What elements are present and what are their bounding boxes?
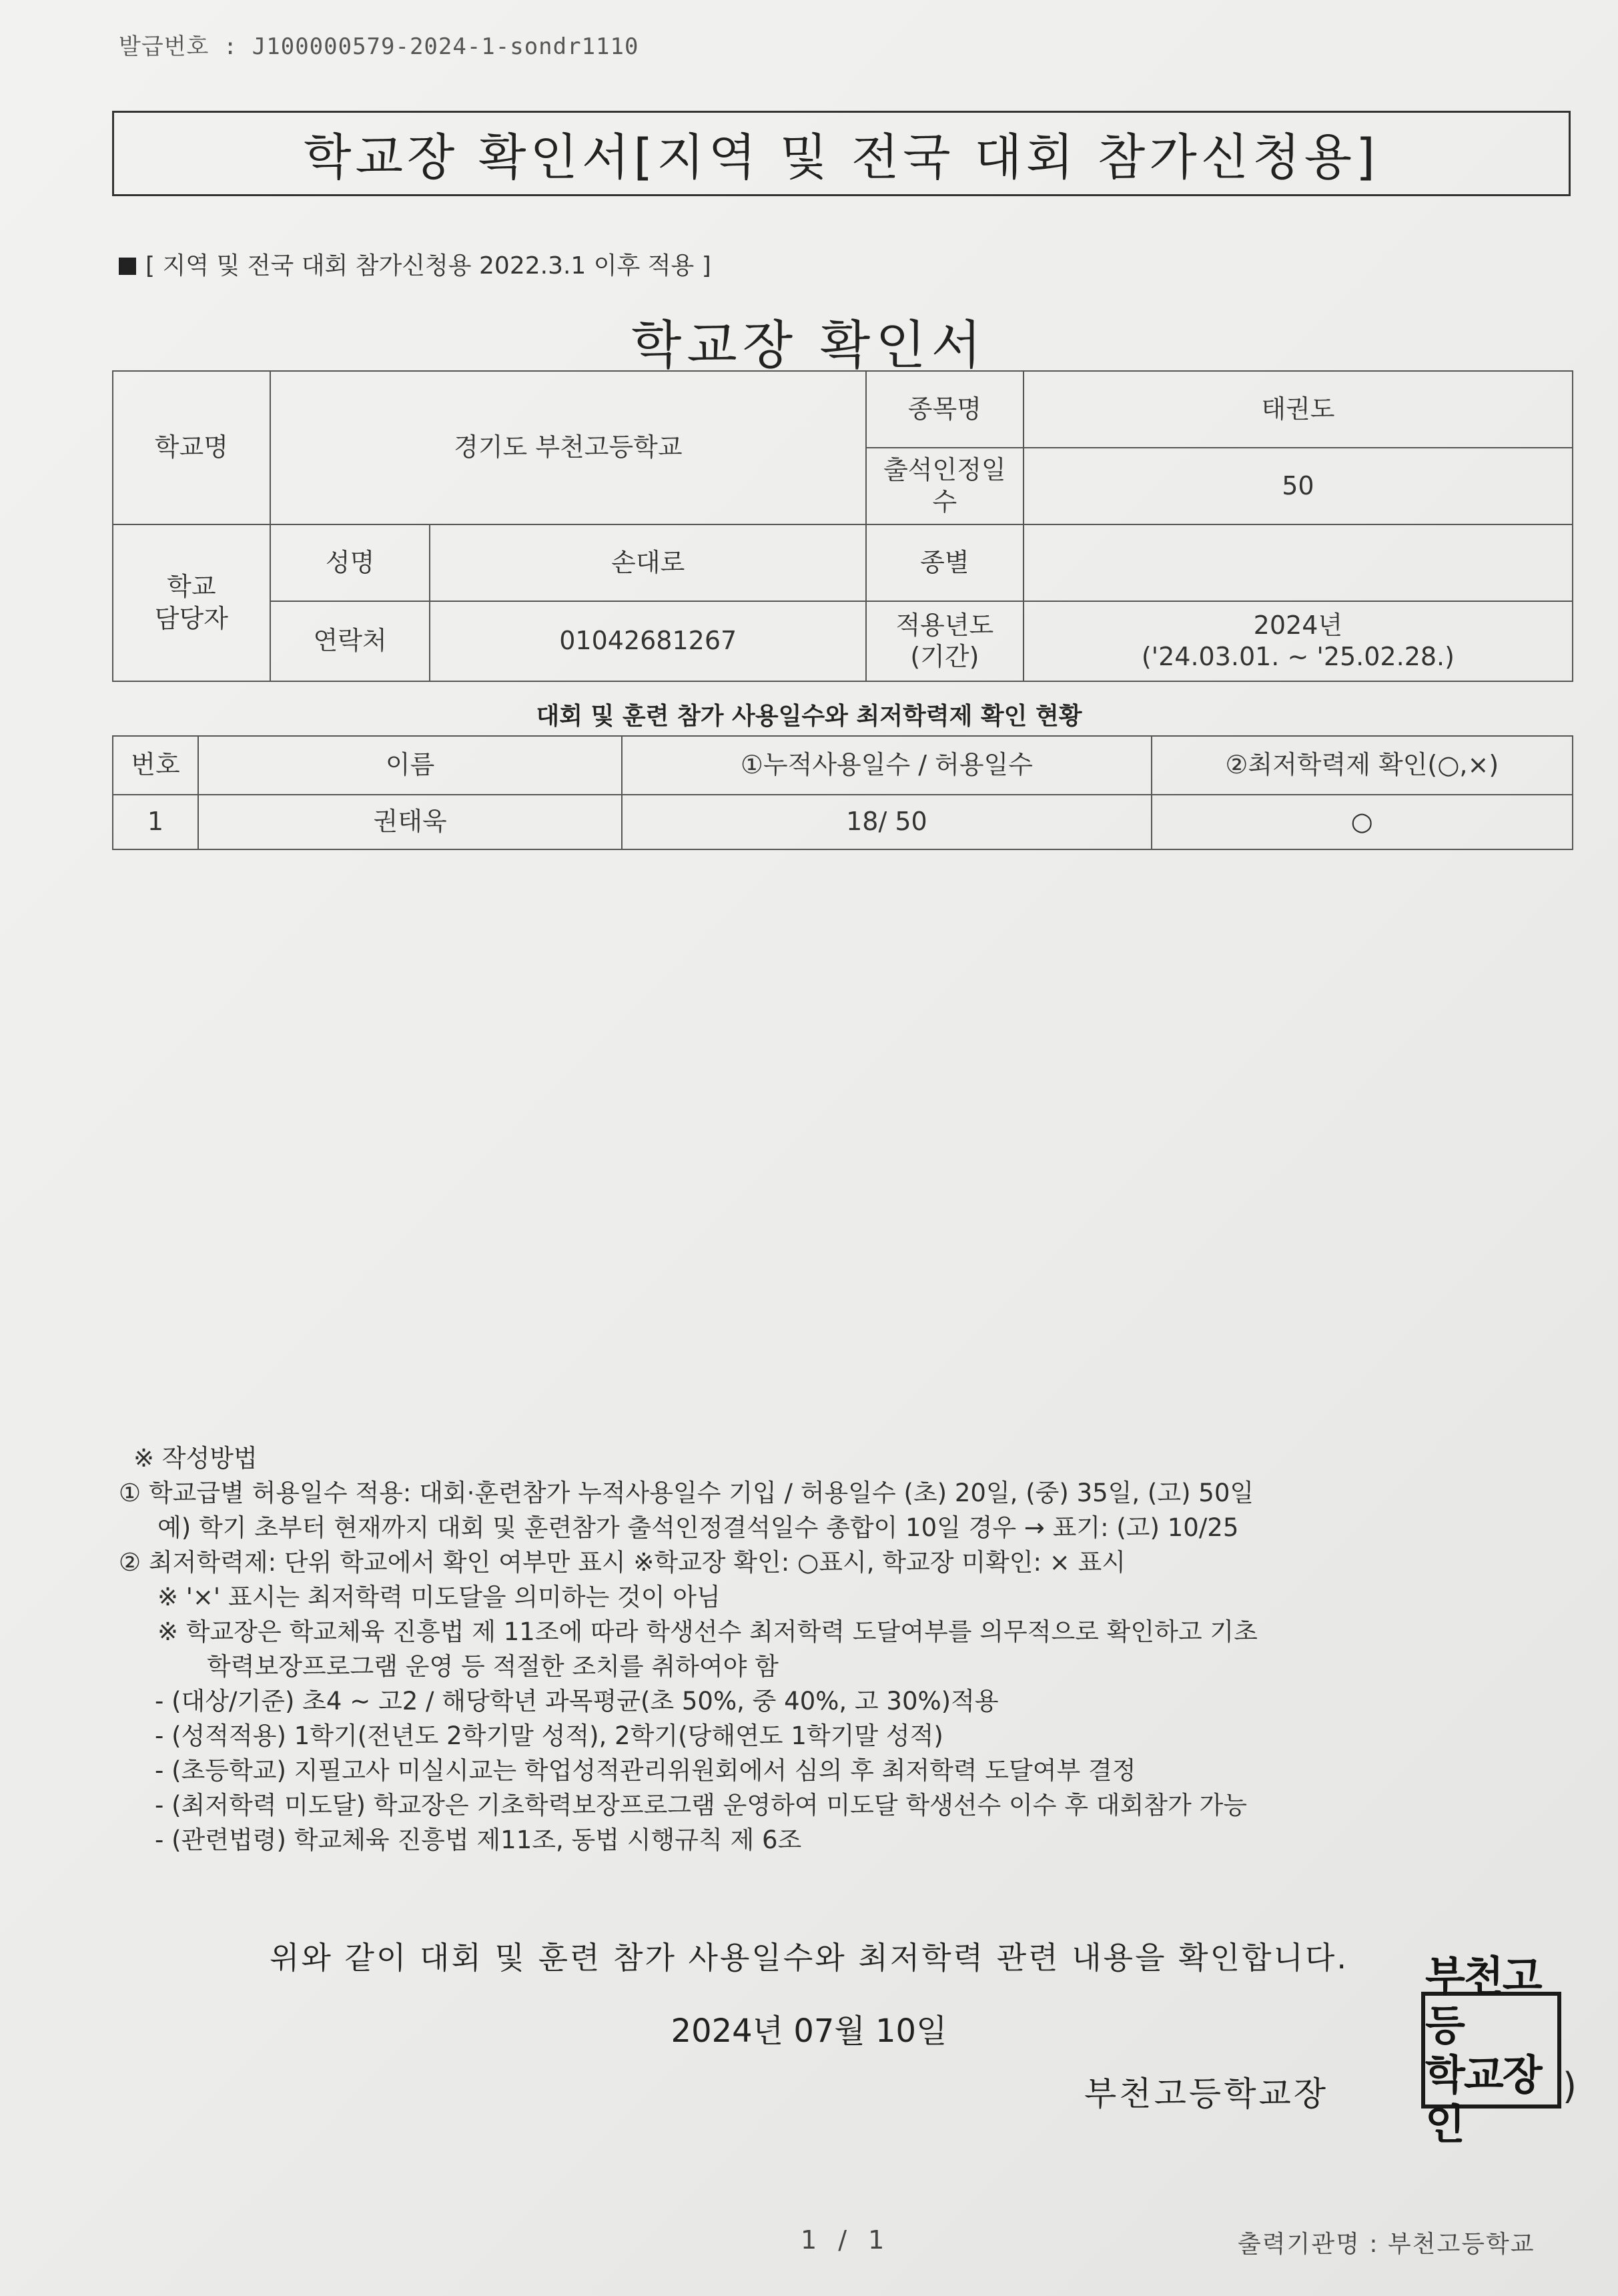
method-line: 학력보장프로그램 운영 등 적절한 조치를 취하여야 함 — [207, 1652, 779, 1681]
header-title-box — [112, 111, 1571, 196]
method-line: - (성적적용) 1학기(전년도 2학기말 성적), 2학기(당해연도 1학기말 성적) — [155, 1721, 943, 1750]
header-check: ②최저학력제 확인(○,×) — [1152, 736, 1573, 795]
method-line: 예) 학기 초부터 현재까지 대회 및 훈련참가 출석인정결석일수 총합이 10일 경우 → 표기: (고) 10/25 — [157, 1513, 1239, 1542]
table-row — [113, 795, 1573, 849]
method-line: ※ 학교장은 학교체육 진흥법 제 11조에 따라 학생선수 최저학력 도달여부를 의무적으로 확인하고 기초 — [157, 1617, 1258, 1646]
year-label: 적용년도(기간) — [866, 601, 1024, 681]
year-value-line-2: ('24.03.01. ~ '25.02.28.) — [1141, 642, 1455, 671]
seal-line-1: 부천고등 — [1425, 1951, 1541, 2050]
method-line: - (대상/기준) 초4 ~ 고2 / 해당학년 과목평균(초 50%, 중 40%, 고 30%)적용 — [155, 1687, 999, 1715]
row-check: ○ — [1152, 795, 1573, 849]
contact-value: 01042681267 — [430, 601, 866, 681]
staff-label — [113, 524, 270, 681]
name-value: 손대로 — [430, 524, 866, 601]
name-label: 성명 — [270, 524, 430, 601]
header-title: 학교장 확인서[지역 및 전국 대회 참가신청용] — [303, 129, 1380, 186]
method-title: ※ 작성방법 — [133, 1444, 258, 1473]
method-line: - (관련법령) 학교체육 진흥법 제11조, 동법 시행규칙 제 6조 — [155, 1826, 802, 1854]
staff-label-line-1: 학교 — [167, 572, 216, 601]
school-info-table — [112, 370, 1573, 682]
document-title: 학교장 확인서 — [631, 316, 987, 376]
row-days: 18/ 50 — [622, 795, 1151, 849]
staff-label-line-2: 담당자 — [154, 603, 228, 633]
type-value — [1024, 524, 1573, 601]
method-line: ② 최저학력제: 단위 학교에서 확인 여부만 표시 ※학교장 확인: ○표시, 학교장 미확인: × 표시 — [119, 1548, 1126, 1577]
official-seal-stamp — [1421, 1951, 1561, 2149]
seal-closing-paren: ) — [1563, 2065, 1577, 2107]
seal-line-2: 학교장인 — [1425, 2050, 1541, 2149]
school-label: 학교명 — [113, 371, 270, 524]
attendance-label: 출석인정일수 — [866, 448, 1024, 524]
year-value — [1024, 601, 1573, 681]
contact-label: 연락처 — [270, 601, 430, 681]
confirm-sentence: 위와 같이 대회 및 훈련 참가 사용일수와 최저학력 관련 내용을 확인합니다. — [270, 1940, 1348, 1976]
row-name: 권태욱 — [198, 795, 622, 849]
method-line: ① 학교급별 허용일수 적용: 대회·훈련참가 누적사용일수 기입 / 허용일수 (초) 20일, (중) 35일, (고) 50일 — [119, 1479, 1254, 1507]
event-value: 태권도 — [1024, 371, 1573, 448]
event-label: 종목명 — [866, 371, 1024, 448]
principal-name: 부천고등학교장 — [1084, 2074, 1329, 2113]
writing-method-section — [119, 1441, 1258, 1858]
square-bullet-icon — [119, 258, 136, 275]
applies-note-text: [ 지역 및 전국 대회 참가신청용 2022.3.1 이후 적용 ] — [145, 252, 711, 280]
page-number: 1 / 1 — [801, 2225, 891, 2255]
method-line: - (최저학력 미도달) 학교장은 기초학력보장프로그램 운영하여 미도달 학생선수 이수 후 대회참가 가능 — [155, 1791, 1248, 1820]
row-no: 1 — [113, 795, 198, 849]
confirm-date: 2024년 07월 10일 — [671, 2012, 947, 2050]
header-name: 이름 — [198, 736, 622, 795]
type-label: 종별 — [866, 524, 1024, 601]
applies-note — [119, 247, 711, 281]
attendance-value: 50 — [1024, 448, 1573, 524]
method-line: - (초등학교) 지필고사 미실시교는 학업성적관리위원회에서 심의 후 최저학력 도달여부 결정 — [155, 1756, 1136, 1785]
header-days: ①누적사용일수 / 허용일수 — [622, 736, 1151, 795]
printing-institution: 출력기관명 : 부천고등학교 — [1238, 2231, 1535, 2258]
count-caption: 대회 및 훈련 참가 사용일수와 최저학력제 확인 현황 — [536, 703, 1082, 730]
method-line: ※ '×' 표시는 최저학력 미도달을 의미하는 것이 아님 — [157, 1583, 721, 1611]
issue-number: 발급번호 : J100000579-2024-1-sondr1110 — [119, 33, 639, 60]
year-value-line-1: 2024년 — [1253, 610, 1343, 640]
header-no: 번호 — [113, 736, 198, 795]
school-value: 경기도 부천고등학교 — [270, 371, 866, 524]
usage-count-table — [112, 735, 1573, 850]
